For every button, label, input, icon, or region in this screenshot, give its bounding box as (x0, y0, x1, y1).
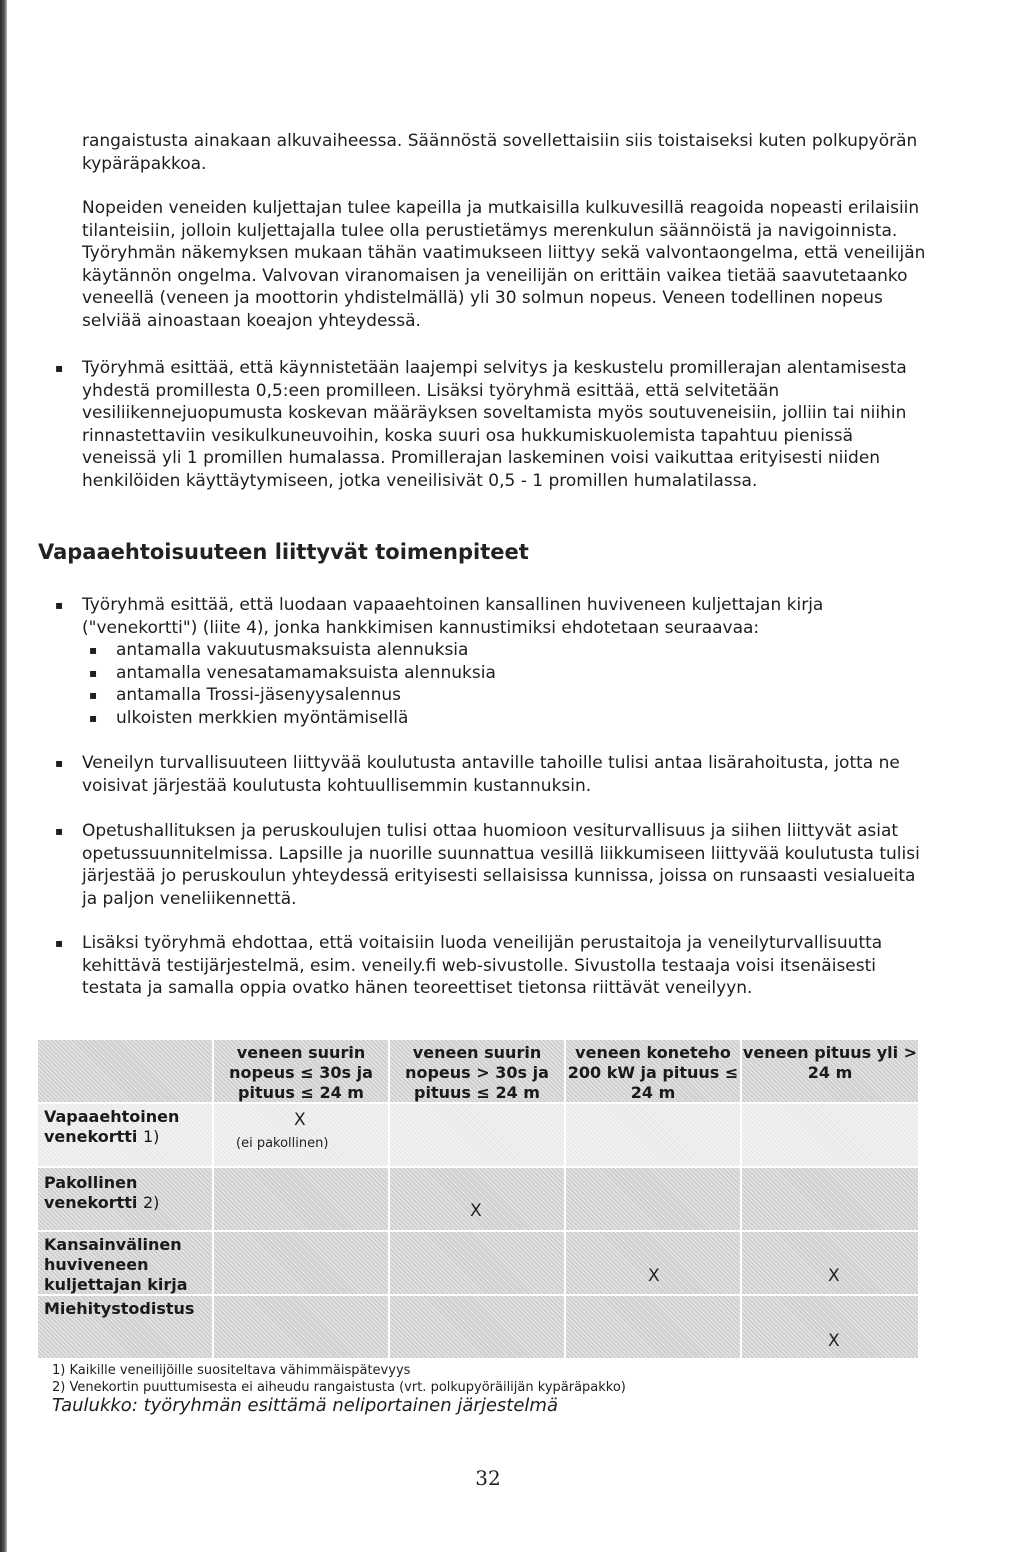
table-cell (742, 1168, 918, 1230)
table-cell (214, 1104, 388, 1166)
row-label-text: Pakollinen venekortti (44, 1173, 138, 1212)
bullet-mark: ▪ (55, 361, 64, 375)
section-heading: Vapaaehtoisuuteen liittyvät toimenpiteet (38, 540, 529, 564)
row-label-note: 1) (142, 1127, 160, 1146)
bullet-mark: ▪ (55, 756, 64, 770)
bullet-koulutus (55, 752, 932, 797)
bullet-mark: ▪ (89, 688, 98, 703)
table-corner-cell (38, 1040, 212, 1102)
x-mark: X (294, 1110, 306, 1130)
x-mark: X (828, 1266, 840, 1286)
x-mark: X (828, 1331, 840, 1351)
table-header-cell: veneen koneteho 200 kW ja pituus ≤ 24 m (566, 1040, 740, 1102)
bullet-text: Veneilyn turvallisuuteen liittyvää koulutusta antaville tahoille tulisi antaa lisärahoitusta, jotta ne voisivat järjestää koulutusta kohtuullisemmin kustannuksin. (82, 753, 900, 796)
bullet-text: Lisäksi työryhmä ehdottaa, että voitaisiin luoda veneilijän perustaitoja ja veneilyturvallisuutta kehittävä testijärjestelmä, esim. veneily.fi web-sivustolle. Sivustolla testaaja voisi itsenäisesti testata ja samalla oppia ovatko hänen teoreettiset tietonsa riittävät veneilyyn. (82, 933, 883, 999)
table-cell (742, 1232, 918, 1294)
bullet-mark: ▪ (55, 598, 64, 612)
table-caption: Taulukko: työryhmän esittämä neliportainen järjestelmä (52, 1395, 558, 1416)
bullet-mark: ▪ (89, 665, 98, 680)
row-label-text: Vapaaehtoinen venekortti (44, 1107, 180, 1146)
x-mark: X (470, 1201, 482, 1221)
bullet-venekortti (55, 594, 932, 730)
table-header-cell: veneen suurin nopeus ≤ 30s ja pituus ≤ 24 m (214, 1040, 388, 1102)
table-cell (214, 1168, 388, 1230)
list-item (82, 684, 932, 707)
bullet-testijarjestelma (55, 932, 932, 1000)
incentive-list (82, 639, 932, 729)
table-cell (566, 1232, 740, 1294)
list-item-text: antamalla vakuutusmaksuista alennuksia (116, 640, 469, 661)
table-header-cell: veneen suurin nopeus > 30s ja pituus ≤ 24 m (390, 1040, 564, 1102)
list-item-text: antamalla venesatamamaksuista alennuksia (116, 662, 496, 683)
table-cell (742, 1104, 918, 1166)
list-item (82, 707, 932, 730)
paragraph-intro: rangaistusta ainakaan alkuvaiheessa. Säännöstä sovellettaisiin siis toistaiseksi kuten polkupyörän kypäräpakkoa. (82, 131, 918, 174)
table-cell (566, 1296, 740, 1358)
footnote-1: 1) Kaikille veneilijöille suositeltava vähimmäispätevyys (52, 1363, 411, 1378)
bullet-text: Työryhmä esittää, että käynnistetään laajempi selvitys ja keskustelu promillerajan alentamisesta yhdestä promillesta 0,5:een promilleen. Lisäksi työryhmä esittää, että selvitetään vesiliikennejuopumusta koskevan määräyksen soveltamista myös soutuveneisiin, jolliin tai niihin rinnastettaviin vesikulkuneuvoihin, koska suuri osa hukkumiskuolemista tapahtuu pienissä veneissä yli 1 promillen humalassa. Promillerajan laskeminen voisi vaikuttaa erityisesti niiden henkilöiden käyttäytymiseen, jotka veneilisivät 0,5 - 1 promillen humalatilassa. (82, 358, 907, 491)
table-row-label (38, 1232, 212, 1294)
x-mark: X (648, 1266, 660, 1286)
table-cell (390, 1168, 564, 1230)
list-item-text: antamalla Trossi-jäsenyysalennus (116, 685, 401, 706)
table-cell (742, 1296, 918, 1358)
paragraph-fast-boats: Nopeiden veneiden kuljettajan tulee kapeilla ja mutkaisilla kulkuvesillä reagoida nopeasti erilaisiin tilanteisiin, jolloin kuljettajalla tulee olla perustietämys merenkulun säännöistä ja navigoinnista. Työryhmän näkemyksen mukaan tähän vaatimukseen liittyy sekä valvontaongelma, että veneilijän käytännön ongelma. Valvovan viranomaisen ja veneilijän on erittäin vaikea tietää saavutetaanko veneellä (veneen ja moottorin yhdistelmällä) yli 30 solmun nopeus. Veneen todellinen nopeus selviää ainoastaan koeajon yhteydessä. (82, 198, 926, 331)
table-cell (214, 1296, 388, 1358)
bullet-mark: ▪ (55, 936, 64, 950)
bullet-text: Työryhmä esittää, että luodaan vapaaehtoinen kansallinen huviveneen kuljettajan kirja ("venekortti") (liite 4), jonka hankkimisen kannustimiksi ehdotetaan seuraavaa: (82, 595, 824, 638)
row-label-text: Kansainvälinen huviveneen kuljettajan kirja (44, 1235, 188, 1294)
row-label-text: Miehitystodistus (44, 1299, 195, 1318)
bullet-mark: ▪ (89, 643, 98, 658)
table-cell (390, 1104, 564, 1166)
bullet-promille (55, 357, 932, 493)
table-header-cell: veneen pituus yli > 24 m (742, 1040, 918, 1102)
table-cell (566, 1168, 740, 1230)
table-cell (566, 1104, 740, 1166)
bullet-mark: ▪ (89, 710, 98, 725)
bullet-text: Opetushallituksen ja peruskoulujen tulisi ottaa huomioon vesiturvallisuus ja siihen liittyvät asiat opetussuunnitelmissa. Lapsille ja nuorille suunnattua vesillä liikkumiseen liittyvää koulutusta tulisi järjestää jo peruskoulun yhteydessä erityisesti sellaisissa kunnissa, joissa on runsaasti vesialueita ja paljon veneliikennettä. (82, 821, 920, 909)
footnote-2: 2) Venekortin puuttumisesta ei aiheudu rangaistusta (vrt. polkupyöräilijän kypäräpakko) (52, 1380, 626, 1395)
page-number: 32 (475, 1466, 501, 1490)
table-cell (214, 1232, 388, 1294)
table-row-label (38, 1296, 212, 1358)
venekortti-table (38, 1040, 918, 1358)
bullet-opetus (55, 820, 932, 910)
bullet-mark: ▪ (55, 824, 64, 838)
table-row-label (38, 1168, 212, 1230)
table-cell (390, 1296, 564, 1358)
row-label-note: 2) (142, 1193, 160, 1212)
list-item-text: ulkoisten merkkien myöntämisellä (116, 707, 409, 728)
table-cell (390, 1232, 564, 1294)
table-row-label (38, 1104, 212, 1166)
list-item (82, 662, 932, 685)
cell-subnote: (ei pakollinen) (236, 1136, 329, 1151)
list-item (82, 639, 932, 662)
